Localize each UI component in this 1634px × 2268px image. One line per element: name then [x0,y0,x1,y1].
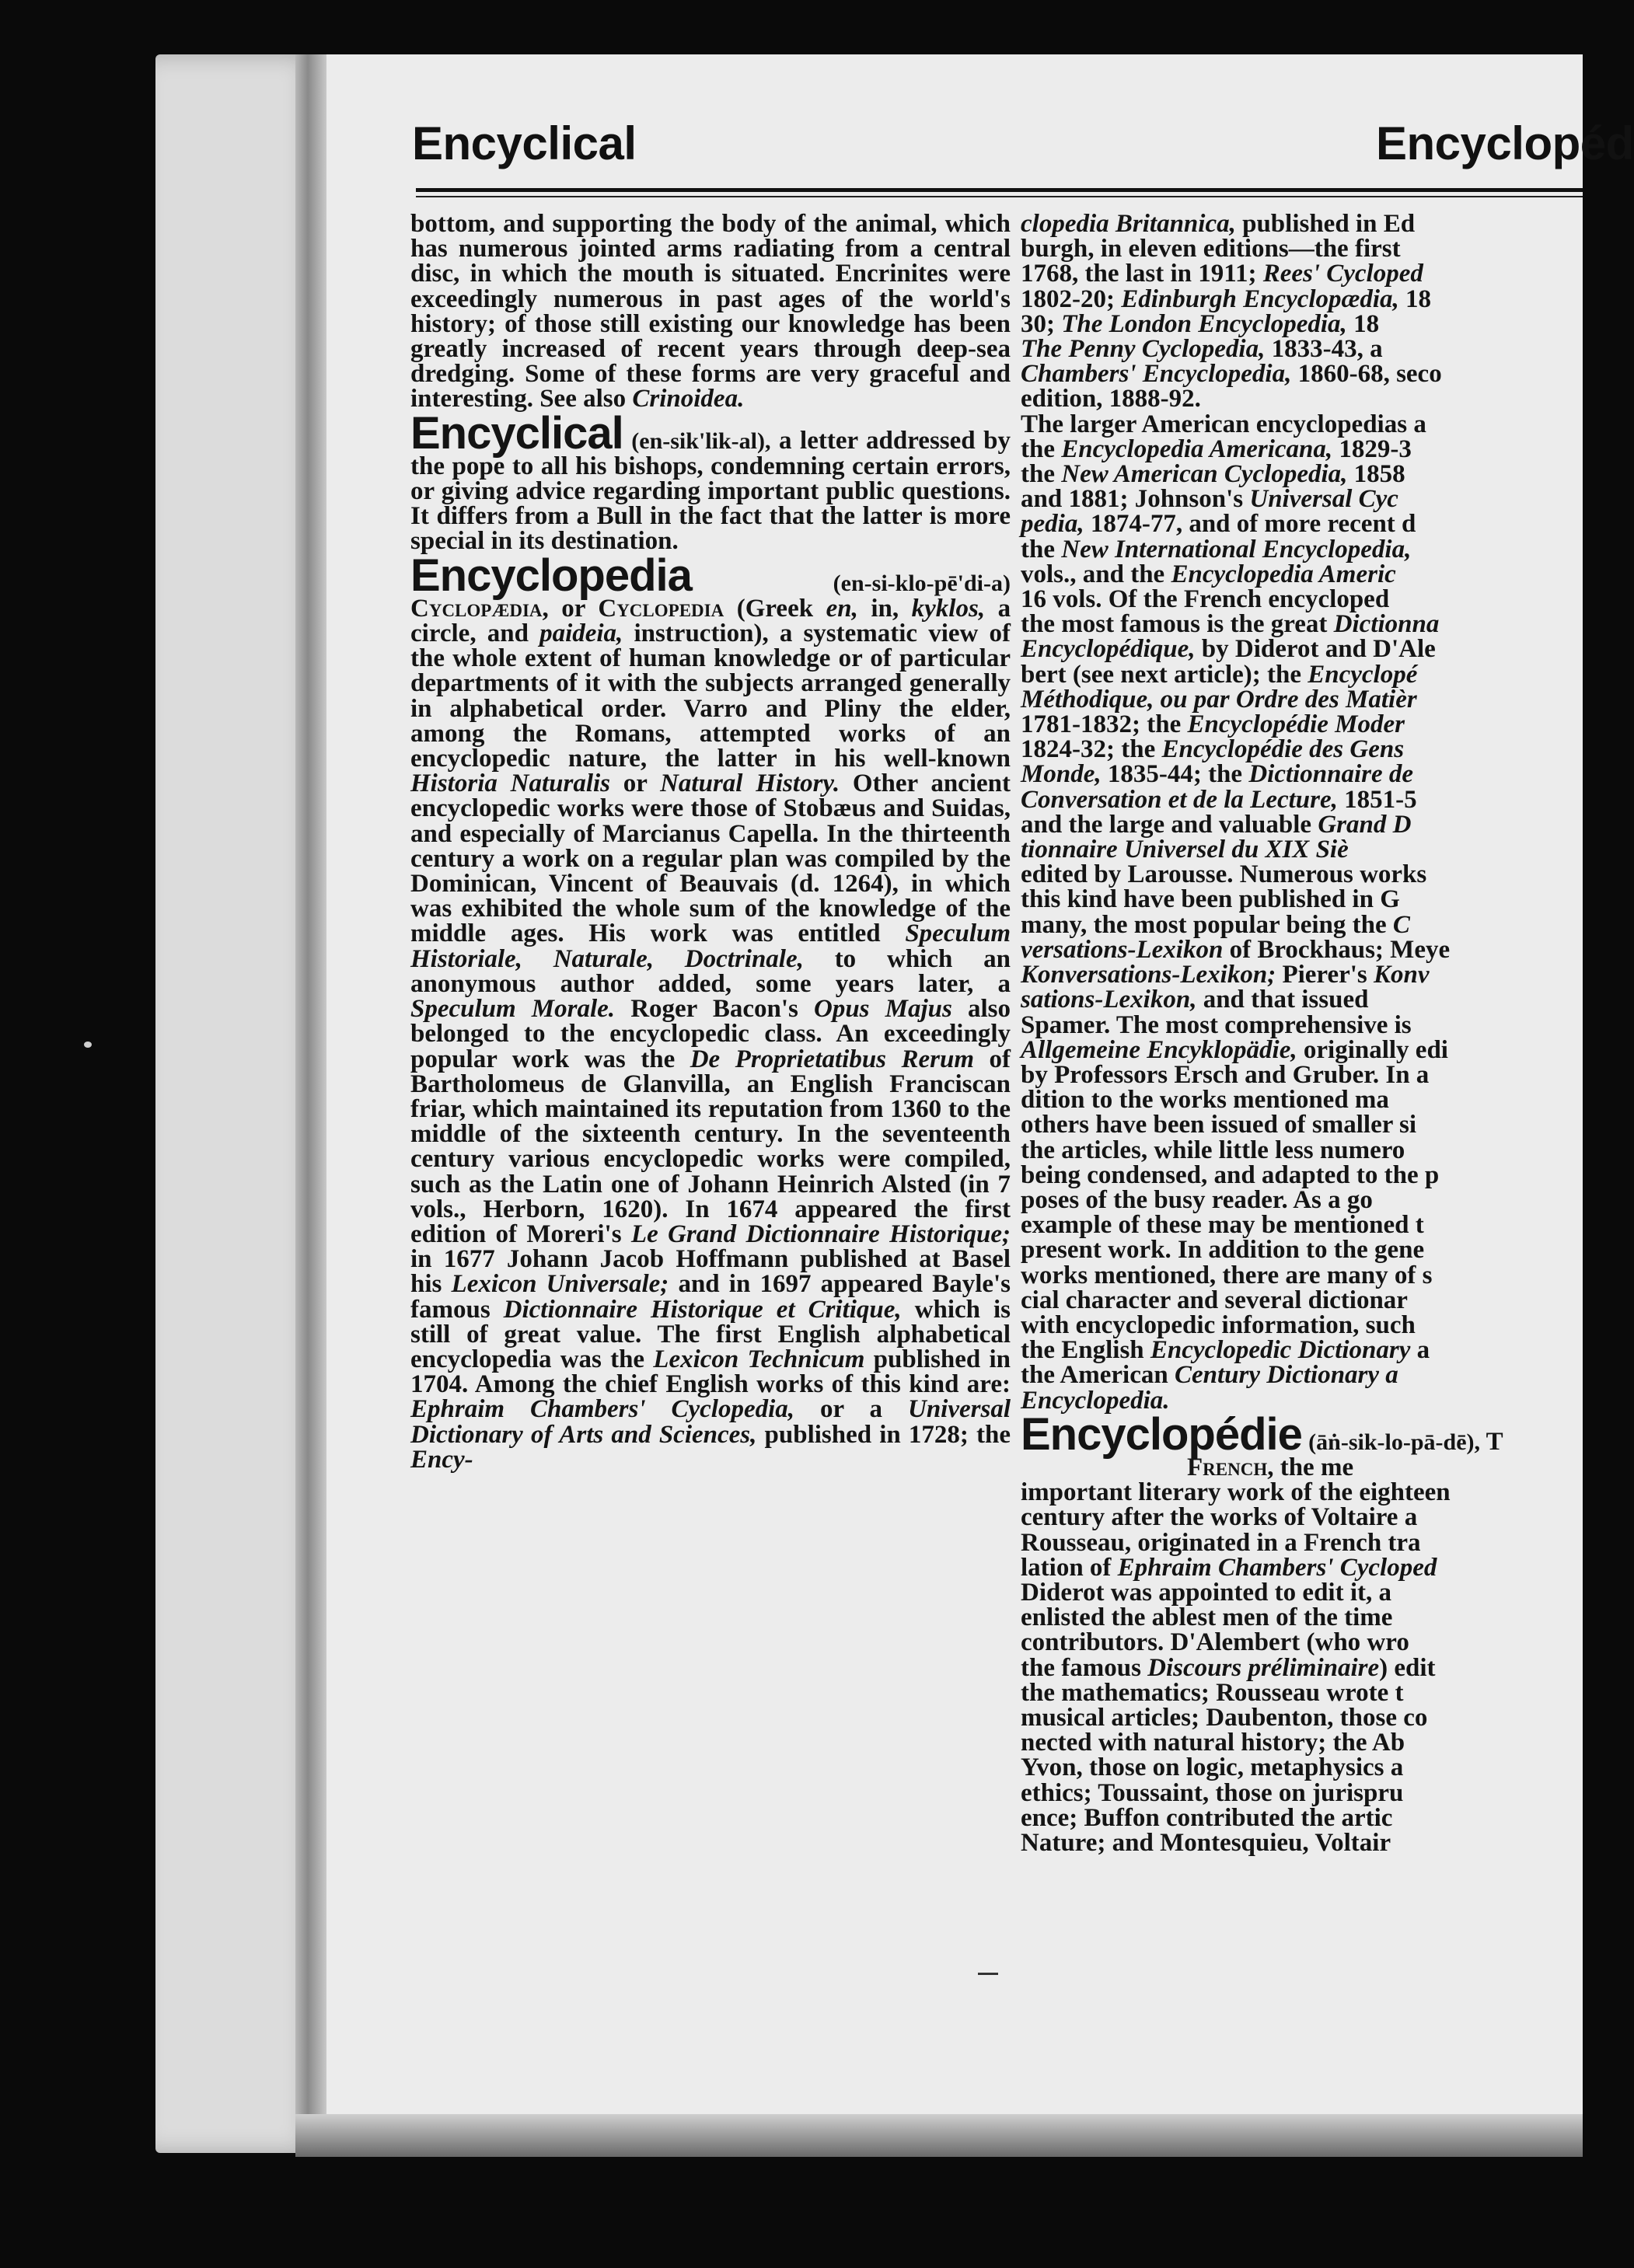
text-line [1021,412,1583,437]
running-head-left: Encyclical [412,117,637,169]
text-line [1021,687,1583,712]
text-line [1021,485,1583,514]
text-line [1021,335,1583,364]
italic-run: Rees' Cycloped [1262,260,1423,288]
text-line [1021,1263,1583,1288]
page-end-mark [978,1973,998,1975]
italic-run: Encyclopédique, [1021,635,1196,664]
text-run: of Brockhaus; Meye [1223,935,1451,964]
text-line [1021,635,1583,664]
text-line [1021,1530,1583,1555]
text-line [1021,987,1583,1012]
text-run: century after the works of Voltaire a [1021,1503,1418,1532]
text-run: many, the most popular being the [1021,910,1393,939]
header-rule [416,188,1583,192]
italic-run: Universal Cyc [1249,485,1398,514]
text-line [1021,612,1583,637]
text-line [1021,386,1583,411]
text-run: this kind have been published in G [1021,885,1400,914]
text-line [1021,837,1583,862]
text-run: others have been issued of smaller si [1021,1111,1417,1139]
italic-run: Allgemeine Encyklopädie, [1021,1035,1297,1064]
italic-run: Ephraim Chambers' Cycloped [1117,1553,1437,1582]
text-run: contributors. D'Alembert (who wro [1021,1628,1409,1657]
text-line [1021,462,1583,487]
text-run: ence; Buffon contributed the artic [1021,1803,1393,1832]
text-run: ethics; Toussaint, those on jurispru [1021,1778,1404,1807]
text-run: important literary work of the eighteen [1021,1478,1451,1507]
text-line [1021,1680,1583,1705]
text-run: by Diderot and D'Ale [1195,635,1436,664]
text-line [1021,211,1583,236]
right-column-encyclopedie-body [1021,1480,1583,1855]
text-line [1021,1480,1583,1505]
text-line [1021,1803,1583,1832]
italic-run: Encyclopé [1308,660,1418,689]
text-run: edited by Larousse. Numerous works [1021,860,1427,889]
text-line [1021,1185,1583,1214]
headword-encyclopedie: Encyclopédie [1021,1408,1302,1460]
text-run: and the large and valuable [1021,810,1318,839]
text-run: enlisted the ablest men of the time [1021,1603,1393,1632]
text-run: 18 [1346,309,1380,338]
text-run: by Professors Ersch and Gruber. In a [1021,1060,1430,1089]
text-line [1021,662,1583,687]
right-column [1021,211,1583,1855]
italic-run: Century Dictionary a [1174,1361,1398,1390]
page-bottom-edge [295,2114,1583,2157]
text-line [1021,912,1583,937]
entry-encyclical: Encyclical (en-sik'lik-al), a letter addressed by the pope to all his bishops, condemning certain errors, or giving advice regarding important public questions. It differs from a Bull in the fact that the latter is more special in its destination. [410,407,1011,556]
italic-run: tionnaire Universel du XIX Siè [1021,836,1349,864]
text-run: 16 vols. Of the French encycloped [1021,585,1390,614]
italic-run: Encyclopédie Moder [1187,710,1405,739]
text-run: 18 [1398,284,1432,313]
text-line [1021,1310,1583,1339]
italic-run: The Penny Cyclopedia, [1021,335,1266,364]
headword-encyclopedia: Encyclopedia [410,550,692,601]
text-run: lation of [1021,1553,1118,1582]
italic-run: Grand D [1318,810,1412,839]
text-run: cial character and several dictionar [1021,1286,1408,1314]
text-run: the articles, while little less numero [1021,1136,1405,1164]
text-run: the [1021,535,1062,564]
text-run: 1781-1832; the [1021,710,1188,739]
text-run: Rousseau, originated in a French tra [1021,1528,1421,1557]
text-line [1021,1010,1583,1039]
text-line [1021,1630,1583,1655]
text-run: 1858 [1347,460,1405,489]
text-run: the mathematics; Rousseau wrote t [1021,1678,1404,1707]
text-run: being condensed, and adapted to the p [1021,1160,1440,1189]
text-run: burgh, in eleven editions—the first [1021,235,1401,263]
text-line [1021,562,1583,587]
header-rule-thin [416,196,1583,197]
text-line [1021,1236,1583,1265]
text-run: edition, 1888-92. [1021,385,1201,413]
text-line [1021,1211,1583,1240]
text-line [1021,1160,1583,1189]
text-run: bert (see next article); the [1021,660,1308,689]
text-run: Diderot was appointed to edit it, a [1021,1578,1391,1607]
right-column-encyclopedia-continued [1021,211,1583,1413]
text-line [1021,787,1583,812]
text-run: musical articles; Daubenton, those co [1021,1703,1428,1732]
page-gutter [295,54,326,2153]
text-run: with encyclopedic information, such [1021,1310,1416,1339]
italic-run: sations-Lexikon, [1021,986,1197,1014]
text-run: nected with natural history; the Ab [1021,1729,1405,1757]
text-run: 1833-43, a [1265,335,1383,364]
italic-run: Konv [1374,961,1430,989]
italic-run: Méthodique, ou par Ordre des Matièr [1021,685,1417,714]
text-run: a [1410,1336,1430,1365]
text-run: published in Ed [1235,210,1416,238]
text-line [1021,887,1583,912]
italic-run: The London Encyclopedia, [1061,309,1347,338]
text-run: the famous [1021,1653,1148,1682]
text-run: the English [1021,1336,1150,1365]
text-line [1021,1338,1583,1363]
entry-encyclopedie: Encyclopédie (āṅ-sik-lo-pā-dē), T French, the me [1021,1408,1503,1481]
text-run: 1851-5 [1337,785,1417,814]
italic-run: clopedia Britannica, [1021,210,1236,238]
text-line [1021,1112,1583,1137]
text-run: originally edi [1297,1035,1448,1064]
italic-run: Encyclopedic Dictionary [1150,1336,1411,1365]
text-line [1021,537,1583,562]
text-line [1021,1605,1583,1630]
text-run: The larger American encyclopedias a [1021,410,1426,438]
text-line [1021,1361,1583,1390]
italic-run: Edinburgh Encyclopædia, [1121,284,1399,313]
text-line [1021,1505,1583,1530]
italic-run: C [1392,910,1410,939]
text-run: 1768, the last in 1911; [1021,260,1263,288]
italic-run: Encyclopedia. [1021,1386,1170,1415]
text-run: the American [1021,1361,1175,1390]
text-line [1021,1580,1583,1605]
text-run: present work. In addition to the gene [1021,1236,1425,1265]
italic-run: Discours préliminaire [1147,1653,1380,1682]
text-line [1021,762,1583,787]
italic-run: Conversation et de la Lecture, [1021,785,1338,814]
text-run: vols., and the [1021,560,1171,588]
text-line [1021,1086,1583,1115]
text-run: Nature; and Montesquieu, Voltair [1021,1829,1391,1857]
text-line [1021,1778,1583,1807]
italic-run: versations-Lexikon [1021,935,1224,964]
text-line [1021,862,1583,887]
text-line [1021,587,1583,612]
text-run: 1835-44; the [1101,760,1249,789]
text-run: the most famous is the great [1021,610,1334,639]
italic-run: New International Encyclopedia, [1061,535,1412,564]
text-run: Yvon, those on logic, metaphysics a [1021,1753,1404,1782]
left-column [410,211,1011,1472]
text-line [1021,1830,1583,1855]
text-run: the [1021,434,1062,463]
italic-run: Monde, [1021,760,1102,789]
text-line [1021,1705,1583,1730]
entry-encyclopedia: Encyclopedia (en-si-klo-pē'di-a) Cyclopædia, or Cyclopedia (Greek en, in, kyklos, a circle, and paideia, instruction), a systematic view of the whole extent of human knowledge or of particular departments of it with the subjects arranged generally in alphabetical order. Varro and Pliny the elder, among the Romans, attempted works of an encyclopedic nature, the latter in his well-known Historia Naturalis or Natural History. Other ancient encyclopedic works were those of Stobæus and Suidas, and especially of Marcianus Capella. In the thirteenth century a work on a regular plan was compiled by the Dominican, Vincent of Beauvais (d. 1264), in which was exhibited the whole sum of the knowledge of the middle ages. His work was entitled Speculum Historiale, Naturale, Doctrinale, to which an anonymous author added, some years later, a Speculum Morale. Roger Bacon's Opus Majus also belonged to the encyclopedic class. An exceedingly popular work was the De Proprietatibus Rerum of Bartholomeus de Glanvilla, an English Franciscan friar, which maintained its reputation from 1360 to the middle of the sixteenth century. In the seventeenth century various encyclopedic works were compiled, such as the Latin one of Johann Heinrich Alsted (in 7 vols., Herborn, 1620). In 1674 appeared the first edition of Moreri's Le Grand Dictionnaire Historique; in 1677 Johann Jacob Hoffmann published at Basel his Lexicon Universale; and in 1697 appeared Bayle's famous Dictionnaire Historique et Critique, which is still of great value. The first English alphabetical encyclopedia was the Lexicon Technicum published in 1704. Among the chief English works of this kind are: Ephraim Chambers' Cyclopedia, or a Universal Dictionary of Arts and Sciences, published in 1728; the Ency- [410,550,1011,1474]
italic-run: Dictionna [1333,610,1440,639]
text-run: example of these may be mentioned t [1021,1211,1424,1240]
text-line [1021,1035,1583,1064]
italic-run: Encyclopedia Americana, [1061,434,1333,463]
text-run: ) edit [1379,1653,1436,1682]
text-line [1021,510,1583,539]
text-run: 1874-77, and of more recent d [1084,510,1416,539]
italic-run: Konversations-Lexikon; [1021,961,1276,989]
text-run: 1802-20; [1021,284,1122,313]
italic-run: Chambers' Encyclopedia, [1021,360,1292,389]
italic-run: Dictionnaire de [1248,760,1414,789]
italic-run: New American Cyclopedia, [1061,460,1348,489]
text-run: 1860-68, seco [1291,360,1442,389]
text-run: Pierer's [1276,961,1374,989]
text-line [1021,236,1583,261]
italic-run: Encyclopédie des Gens [1161,735,1405,764]
text-line [1021,737,1583,762]
text-run: the [1021,460,1062,489]
text-line [1021,1288,1583,1313]
text-run: works mentioned, there are many of s [1021,1261,1433,1289]
italic-run: Encyclopedia Americ [1171,560,1396,588]
italic-run: pedia, [1021,510,1084,539]
text-line [1021,1138,1583,1163]
text-run: and that issued [1196,986,1369,1014]
running-head-right: Encyclopéd [1376,117,1634,169]
text-line [1021,360,1583,389]
text-run: and 1881; Johnson's [1021,485,1250,514]
text-run: 1824-32; the [1021,735,1162,764]
text-line [1021,962,1583,987]
text-line [1021,712,1583,737]
text-line [1021,1755,1583,1780]
text-line [1021,434,1583,463]
text-run: 1829-3 [1332,434,1412,463]
scan-artifact [84,1042,92,1048]
paragraph-encrinite: bottom, and supporting the body of the animal, which has numerous jointed arms radiating from a central disc, in which the mouth is situated. Encrinites were exceedingly numerous in past ages of the world's history; of those still existing our knowledge has been greatly increased of recent years through deep-sea dredging. Some of these forms are very graceful and interesting. See also Crinoidea. [410,210,1011,413]
text-run: 30; [1021,309,1062,338]
text-line [1021,937,1583,962]
text-run: Spamer. The most comprehensive is [1021,1010,1412,1039]
text-line [1021,261,1583,286]
text-run: dition to the works mentioned ma [1021,1086,1389,1115]
text-line [1021,1062,1583,1087]
text-run: poses of the busy reader. As a go [1021,1185,1373,1214]
text-line [1021,1730,1583,1755]
text-line [1021,1555,1583,1580]
text-line [1021,309,1583,338]
text-line [1021,812,1583,837]
text-line [1021,1653,1583,1682]
headword-encyclical: Encyclical [410,407,623,459]
text-line [1021,284,1583,313]
